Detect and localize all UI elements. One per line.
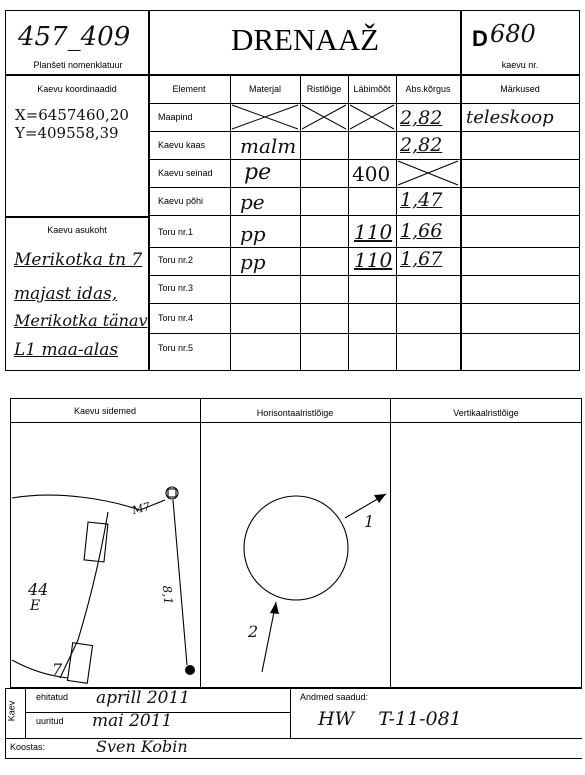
cell-diameter: 110 [354, 220, 393, 244]
table-header: Element [172, 84, 206, 94]
author-label: Koostas: [10, 742, 46, 752]
cell-material: malm [240, 134, 297, 158]
pipe-label: 2 [248, 622, 259, 641]
cell-diameter: 110 [354, 248, 393, 272]
divider [5, 688, 582, 689]
cell-notes: teleskoop [466, 107, 554, 128]
table-header: Materjal [248, 84, 281, 94]
row-element-label: Maapind [158, 112, 193, 122]
cell-material: pe [240, 190, 265, 214]
row-element-label: Toru nr.1 [158, 227, 194, 237]
row-element-label: Kaevu seinad [158, 168, 213, 178]
row-element-label: Kaevu kaas [158, 140, 206, 150]
cell-abs: 2,82 [400, 107, 443, 129]
coords-label: Kaevu koordinaadid [37, 84, 117, 94]
location-line: L1 maa-alas [14, 340, 119, 360]
data-source-value: HW T-11-081 [318, 708, 462, 730]
coord-x: X=6457460,20 [15, 106, 129, 124]
sketch-col-label: Horisontaalristlõige [256, 408, 334, 418]
divider [25, 688, 26, 738]
built-value: aprill 2011 [96, 688, 191, 708]
arrow-icon [270, 602, 279, 614]
map-label: E [30, 598, 41, 614]
arrow-icon [374, 494, 386, 503]
divider [290, 688, 291, 738]
table-header: Läbimõõt [353, 84, 391, 94]
divider [5, 688, 6, 758]
location-line: Merikotka tänav [14, 311, 148, 330]
side-label: Kaev [6, 700, 17, 722]
nomenclature-value: 457_409 [18, 22, 131, 52]
author-value: Sven Kobin [96, 737, 188, 756]
map-label: 8,1 [159, 584, 176, 606]
map-label: M7 [130, 499, 152, 518]
row-element-label: Toru nr.3 [158, 283, 194, 293]
well-prefix: D [472, 26, 488, 51]
page-title: DRENAAŽ [230, 22, 380, 57]
location-line: Merikotka tn 7 [14, 250, 143, 270]
cell-abs: 1,47 [400, 189, 443, 211]
divider [5, 738, 582, 739]
cell-diameter: 400 [352, 162, 391, 186]
map-label: 44 [28, 580, 49, 599]
well-circle [244, 496, 348, 600]
data-source-label: Andmed saadud: [300, 692, 369, 702]
map-label: 7 [52, 660, 63, 679]
cell-material: pp [240, 222, 266, 246]
sketch-col-label: Vertikaalristlõige [453, 408, 519, 418]
cell-abs: 2,82 [400, 134, 443, 156]
coord-y: Y=409558,39 [15, 124, 119, 142]
cell-material: pe [244, 160, 272, 185]
pipe-label: 1 [364, 512, 375, 531]
location-label: Kaevu asukoht [47, 225, 107, 235]
well-number: 680 [490, 20, 536, 48]
row-element-label: Kaevu põhi [158, 196, 204, 206]
row-element-label: Toru nr.2 [158, 255, 194, 265]
cell-material: pp [240, 250, 266, 274]
table-header: Märkused [500, 84, 540, 94]
location-line: majast idas, [14, 284, 118, 304]
surveyed-value: mai 2011 [92, 711, 173, 731]
row-element-label: Toru nr.5 [158, 343, 194, 353]
table-header: Abs.kõrgus [405, 84, 451, 94]
table-header: Ristlõige [306, 84, 342, 94]
built-label: ehitatud [36, 692, 69, 702]
divider [5, 758, 582, 759]
well-label: kaevu nr. [501, 60, 539, 70]
cell-abs: 1,66 [400, 220, 443, 242]
row-element-label: Toru nr.4 [158, 313, 194, 323]
surveyed-label: uuritud [36, 716, 64, 726]
cell-abs: 1,67 [400, 248, 443, 270]
sketch-col-label: Kaevu sidemed [73, 406, 137, 416]
nomenclature-label: Planšeti nomenklatuur [33, 60, 123, 70]
